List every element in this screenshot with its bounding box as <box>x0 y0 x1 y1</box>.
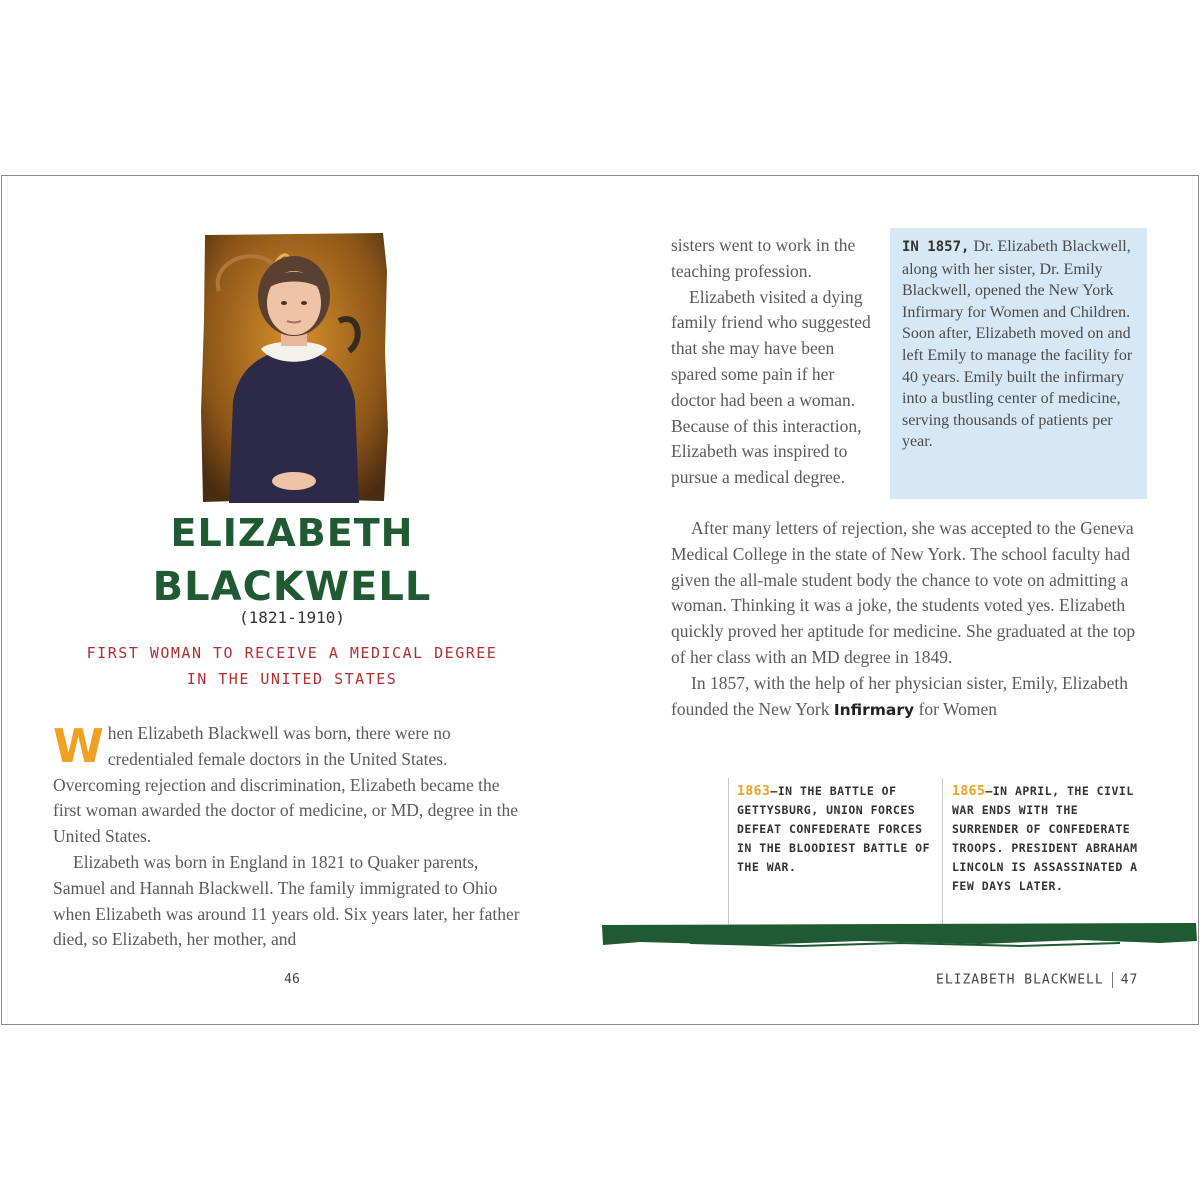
portrait-illustration <box>199 231 389 503</box>
paragraph <box>671 671 1151 724</box>
fact-sidebar <box>890 228 1147 499</box>
paragraph: Elizabeth visited a dying family friend who suggested that she may have been spared some pain if her doctor had been a woman. Because of this interaction, Elizabeth was inspired to pursue a medical degree. <box>671 286 871 488</box>
right-body-text <box>671 516 1151 723</box>
subject-name-line1: ELIZABETH <box>170 511 414 555</box>
timeline-text: —IN THE BATTLE OF GETTYSBURG, UNION FORCES DEFEAT CONFEDERATE FORCES IN THE BLOODIEST BATTLE OF THE WAR. <box>737 784 931 874</box>
sidebar-text: Dr. Elizabeth Blackwell, along with her sister, Dr. Emily Blackwell, opened the New York Infirmary for Women and Children. Soon after, Elizabeth moved on and left Emily to manage the facility for 40 years. Emily built the infirmary into a bustling center of medicine, serving thousands of patients per year. <box>902 238 1133 451</box>
page-number-right: 47 <box>1120 972 1139 988</box>
right-page <box>600 176 1198 1024</box>
timeline-text: —IN APRIL, THE CIVIL WAR ENDS WITH THE SURRENDER OF CONFEDERATE TROOPS. PRESIDENT ABRAHAM LINCOLN IS ASSASSINATED A FEW DAYS LATER. <box>952 784 1138 893</box>
sidebar-lead: IN 1857, <box>902 239 970 255</box>
paragraph <box>53 721 523 850</box>
paragraph: sisters went to work in the teaching profession. <box>671 235 856 281</box>
paragraph-text: hen Elizabeth Blackwell was born, there were no credentialed female doctors in the United States. Overcoming rejection and discrimination, Elizabeth became the first woman awarded the doctor of medicine, or MD, degree in the United States. <box>53 723 519 847</box>
left-page <box>2 176 600 1024</box>
timeline-divider <box>942 778 943 926</box>
drop-cap: W <box>53 719 104 773</box>
left-body-text <box>53 721 523 953</box>
timeline-entry <box>952 782 1152 896</box>
timeline-year: 1863 <box>737 784 771 799</box>
paragraph-text: for Women <box>914 698 997 719</box>
timeline-bar <box>600 921 1198 947</box>
timeline-year: 1865 <box>952 784 986 799</box>
life-dates: (1821-1910) <box>239 608 345 627</box>
page-number-left: 46 <box>284 972 300 987</box>
footer-divider <box>1112 972 1113 988</box>
running-head: ELIZABETH BLACKWELL <box>936 972 1104 988</box>
running-footer <box>936 972 1166 988</box>
subject-name-line2: BLACKWELL <box>152 564 432 610</box>
subtitle-line1: FIRST WOMAN TO RECEIVE A MEDICAL DEGREE <box>86 644 498 662</box>
paragraph-text: In 1857, with the help of her physician sister, Emily, Elizabeth founded the New York <box>671 672 1129 719</box>
paragraph: Elizabeth was born in England in 1821 to Quaker parents, Samuel and Hannah Blackwell. The family immigrated to Ohio when Elizabeth was around 11 years old. Six years later, her father died, so Elizabeth, her mother, and <box>53 851 520 950</box>
book-spread <box>1 175 1199 1025</box>
narrow-column-text <box>671 233 881 491</box>
timeline-entry <box>737 782 937 877</box>
chapter-subtitle <box>62 640 522 692</box>
bold-term: Infirmary <box>833 700 915 719</box>
timeline-divider <box>728 778 729 926</box>
subtitle-line2: IN THE UNITED STATES <box>186 670 398 688</box>
paragraph: After many letters of rejection, she was accepted to the Geneva Medical College in the state of New York. The school faculty had given the all-male student body the chance to vote on admitting a woman. Thinking it was a joke, the students voted yes. Elizabeth quickly proved her aptitude for medicine. She graduated at the top of her class with an MD degree in 1849. <box>671 518 1136 667</box>
timeline <box>728 778 1198 928</box>
